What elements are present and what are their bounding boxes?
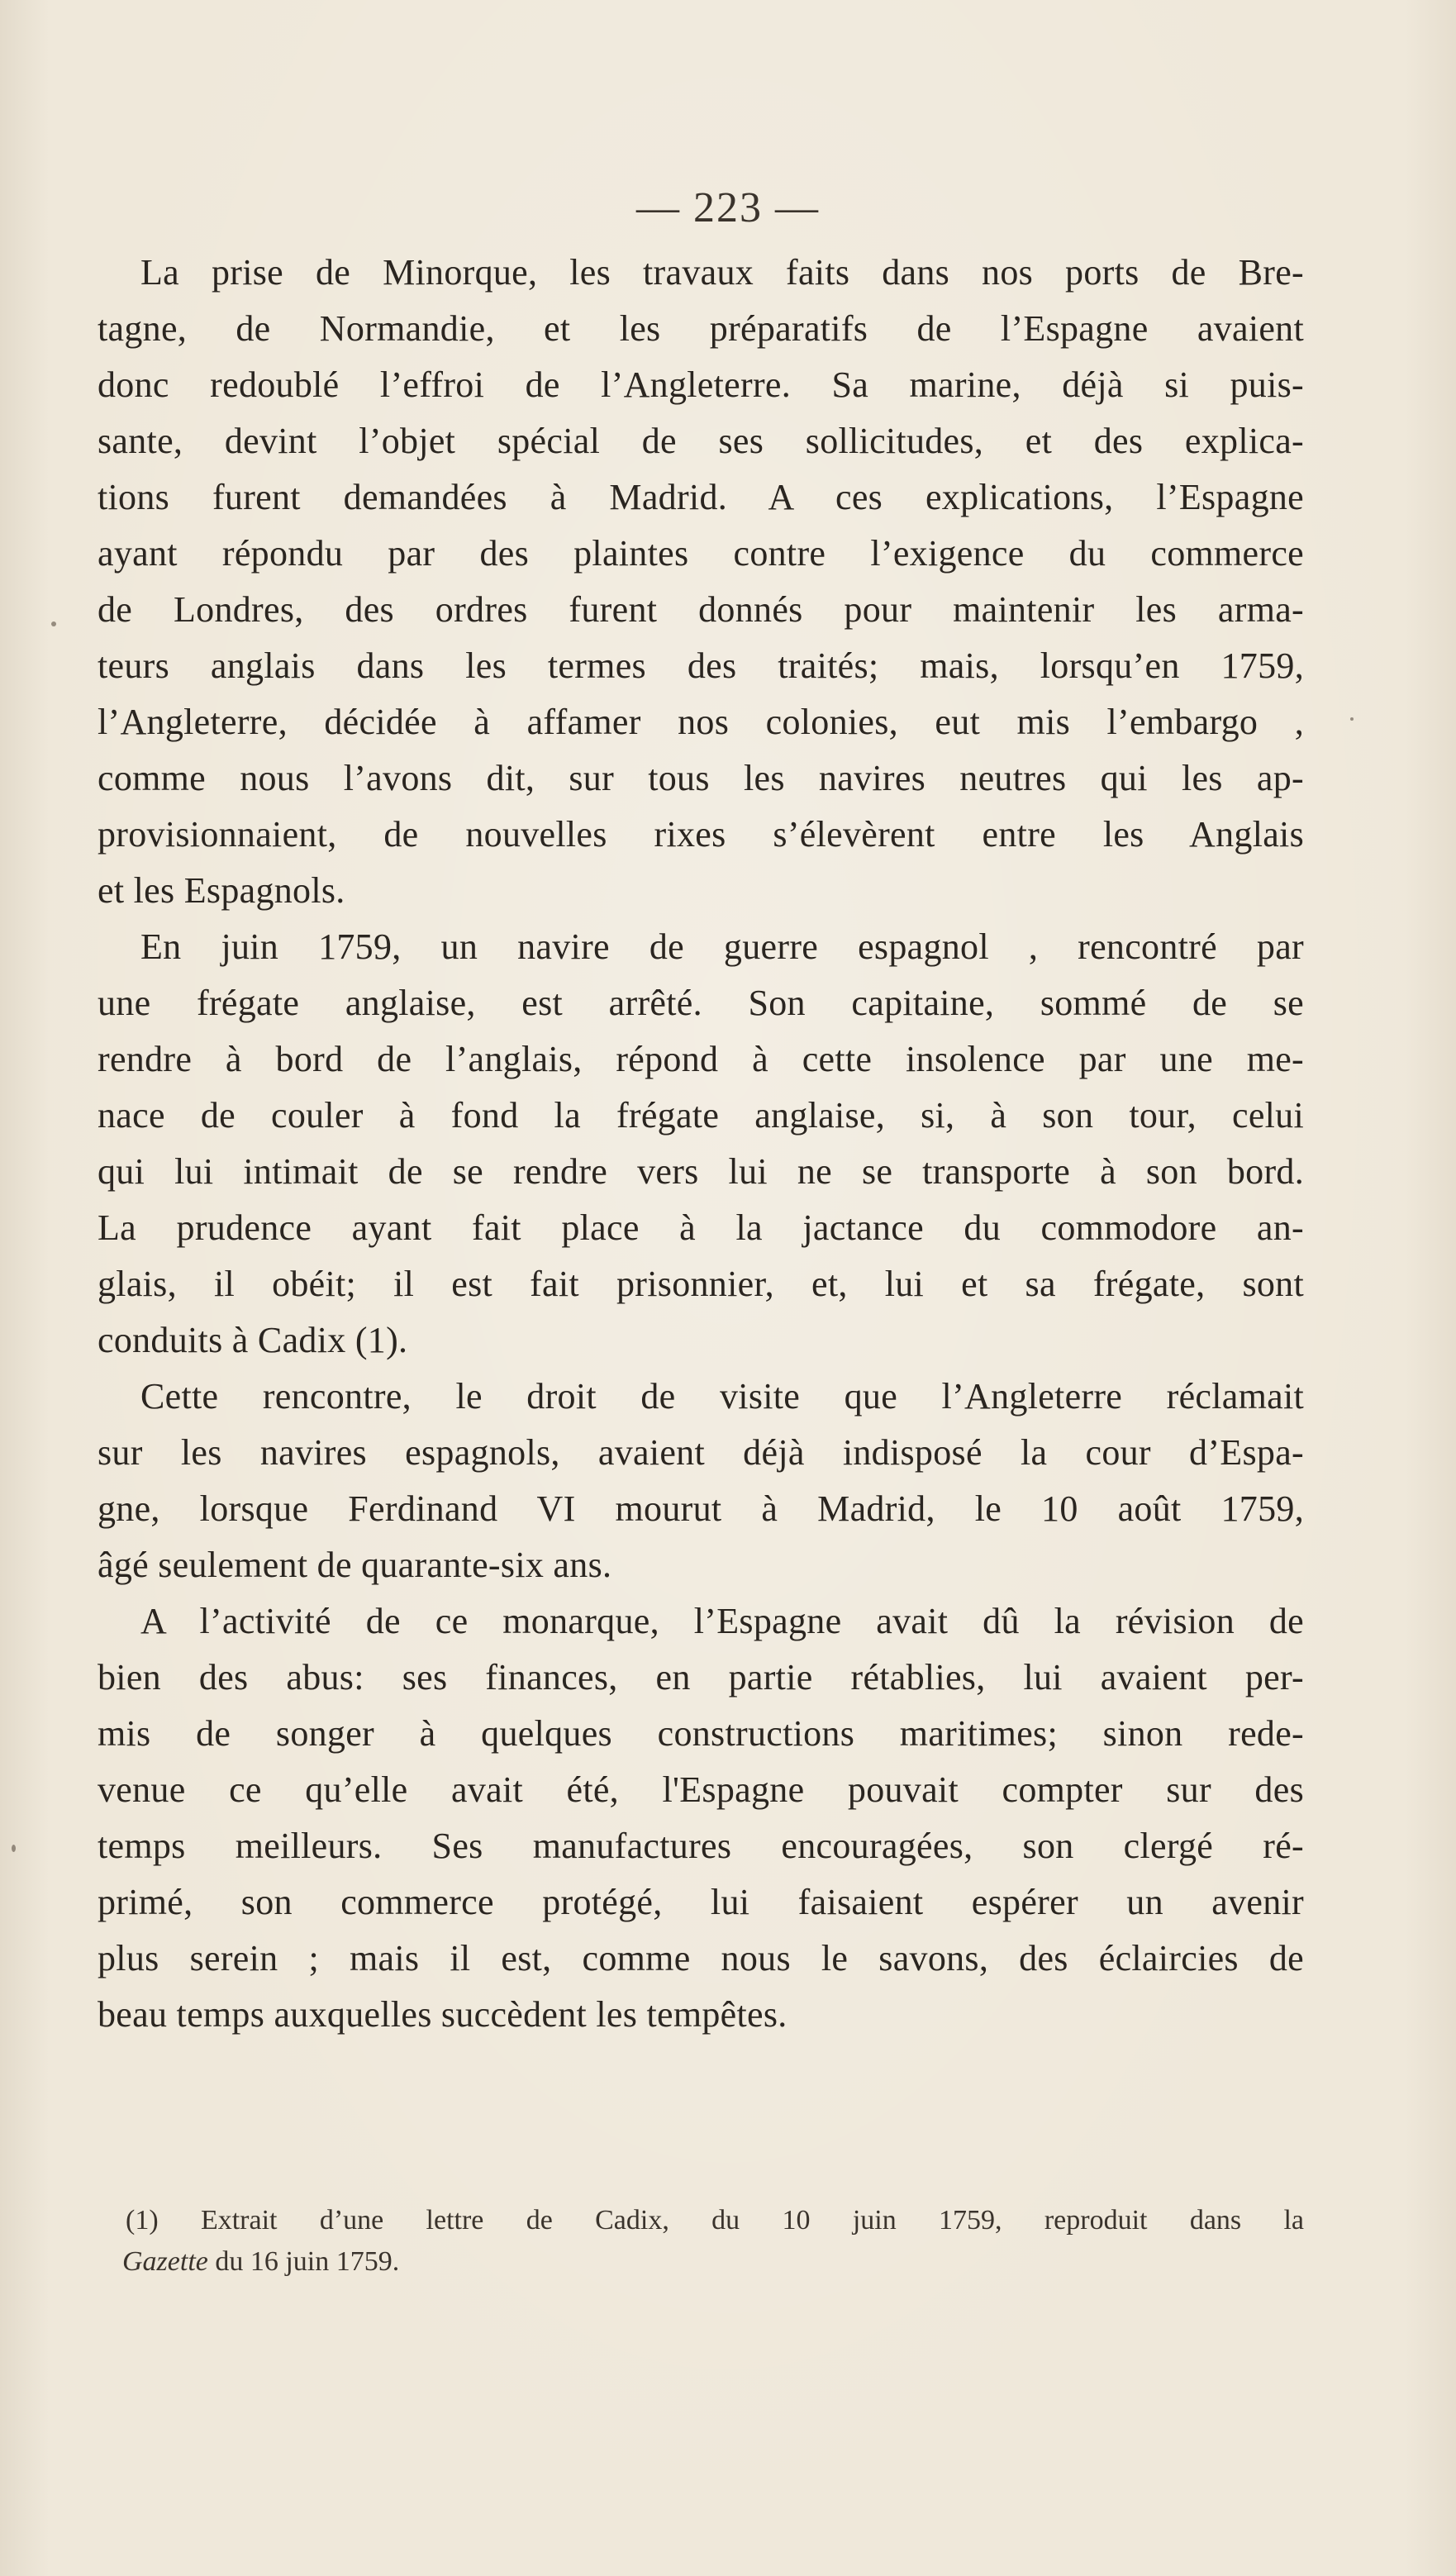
text-line: tions furent demandées à Madrid. A ces explications, l’Espagne (98, 477, 1304, 517)
text-line: temps meilleurs. Ses manufactures encouragées, son clergé ré- (98, 1826, 1304, 1866)
text-line: teurs anglais dans les termes des traités; mais, lorsqu’en 1759, (98, 645, 1304, 686)
text-line: l’Angleterre, décidée à affamer nos colonies, eut mis l’embargo , (98, 702, 1304, 742)
footnote (122, 2200, 1304, 2283)
text-line: A l’activité de ce monarque, l’Espagne avait dû la révision de (140, 1601, 1304, 1641)
text-line: primé, son commerce protégé, lui faisaient espérer un avenir (98, 1882, 1304, 1922)
text-line: donc redoublé l’effroi de l’Angleterre. Sa marine, déjà si puis- (98, 364, 1304, 405)
footnote-line: (1) Extrait d’une lettre de Cadix, du 10 juin 1759, reproduit dans la (126, 2205, 1304, 2236)
text-line: tagne, de Normandie, et les préparatifs de l’Espagne avaient (98, 308, 1304, 349)
footnote-line (122, 2241, 1304, 2283)
text-line: glais, il obéit; il est fait prisonnier, et, lui et sa frégate, sont (98, 1264, 1304, 1304)
paragraph-3 (98, 1369, 1304, 1593)
text-line: qui lui intimait de se rendre vers lui ne se transporte à son bord. (98, 1151, 1304, 1192)
footnote-date: du 16 juin 1759. (207, 2246, 400, 2277)
paper-speck (1350, 717, 1354, 721)
text-line: beau temps auxquelles succèdent les tempêtes. (98, 1994, 787, 2035)
body-text (98, 245, 1304, 2043)
text-line: En juin 1759, un navire de guerre espagnol , rencontré par (140, 926, 1304, 967)
text-line: âgé seulement de quarante-six ans. (98, 1545, 612, 1585)
page-number: — 223 — (636, 184, 820, 231)
text-line: mis de songer à quelques constructions maritimes; sinon rede- (98, 1713, 1304, 1754)
text-line: venue ce qu’elle avait été, l'Espagne pouvait compter sur des (98, 1769, 1304, 1810)
text-line: conduits à Cadix (1). (98, 1320, 408, 1360)
text-line: plus serein ; mais il est, comme nous le savons, des éclaircies de (98, 1938, 1304, 1978)
text-line: une frégate anglaise, est arrêté. Son capitaine, sommé de se (98, 983, 1304, 1023)
text-line: Cette rencontre, le droit de visite que l’Angleterre réclamait (140, 1376, 1304, 1417)
text-line: sante, devint l’objet spécial de ses sollicitudes, et des explica- (98, 421, 1304, 461)
paper-speck (12, 1845, 16, 1852)
text-line: La prise de Minorque, les travaux faits dans nos ports de Bre- (140, 252, 1304, 293)
paragraph-1 (98, 245, 1304, 919)
text-line: ayant répondu par des plaintes contre l’exigence du commerce (98, 533, 1304, 574)
text-line: provisionnaient, de nouvelles rixes s’élevèrent entre les Anglais (98, 814, 1304, 855)
paper-speck (51, 621, 56, 626)
text-line: nace de couler à fond la frégate anglaise, si, à son tour, celui (98, 1095, 1304, 1136)
text-line: de Londres, des ordres furent donnés pour maintenir les arma- (98, 589, 1304, 630)
footnote-italic-title: Gazette (122, 2246, 208, 2277)
text-line: sur les navires espagnols, avaient déjà indisposé la cour d’Espa- (98, 1432, 1304, 1473)
text-line: gne, lorsque Ferdinand VI mourut à Madrid, le 10 août 1759, (98, 1488, 1304, 1529)
text-line: bien des abus: ses finances, en partie rétablies, lui avaient per- (98, 1657, 1304, 1697)
text-line: rendre à bord de l’anglais, répond à cette insolence par une me- (98, 1039, 1304, 1079)
text-line: La prudence ayant fait place à la jactance du commodore an- (98, 1207, 1304, 1248)
text-line: et les Espagnols. (98, 870, 345, 911)
text-line: comme nous l’avons dit, sur tous les navires neutres qui les ap- (98, 758, 1304, 798)
paragraph-2 (98, 919, 1304, 1369)
paragraph-4 (98, 1593, 1304, 2043)
